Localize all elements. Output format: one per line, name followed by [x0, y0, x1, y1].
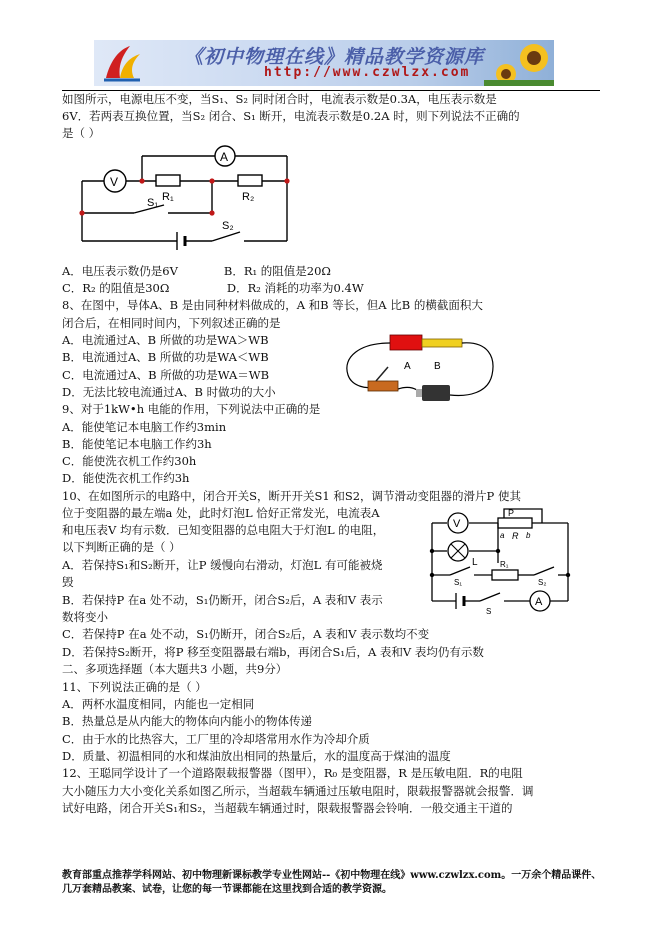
slider-label: P: [508, 508, 515, 518]
ammeter-label: A: [220, 150, 229, 164]
footer-line: 几万套精品教案、试卷，让您的每一节课都能在这里找到合适的教学资源。: [62, 884, 392, 895]
conductor-a-label: A: [404, 361, 411, 372]
footer-line: 教育部重点推荐学科网站、初中物理新课标教学专业性网站--《初中物理在线》www.czwlzx.com。一万余个精品课件、: [62, 870, 602, 881]
text-line: 二、多项选择题（本大题共3 小题，共9分）: [62, 662, 288, 676]
s1-label: S₁: [147, 197, 159, 209]
text-line: 6V．若两表互换位置，当S₂ 闭合、S₁ 断开，电流表示数是0.2A 时，则下列说法不正确的: [62, 109, 520, 123]
text-line: 9、对于1kW•h 电能的作用，下列说法中正确的是: [62, 402, 321, 416]
text-line: D．无法比较电流通过A、B 时做功的大小: [62, 385, 276, 399]
r1-label: R₁: [500, 560, 509, 569]
circuit-diagram-3: [420, 505, 580, 617]
text-line: A．能使笔记本电脑工作约3min: [62, 420, 227, 434]
banner-url[interactable]: http://www.czwlzx.com: [264, 65, 471, 80]
rheostat-end-a: a: [500, 531, 505, 540]
r1-label: R₁: [162, 191, 174, 203]
s-label: S: [486, 607, 492, 616]
header-banner: [94, 40, 554, 86]
sunflower-icon: [484, 40, 554, 86]
conductor-a: [390, 335, 422, 350]
text-line: C．R₂ 的阻值是30Ω D．R₂ 消耗的功率为0.4W: [62, 281, 364, 295]
text-line: B．热量总是从内能大的物体向内能小的物体传递: [62, 714, 312, 728]
voltmeter-label: V: [110, 175, 119, 189]
conductor-b: [422, 339, 462, 347]
text-line: C．能使洗衣机工作约30h: [62, 454, 197, 468]
text-line: 10、在如图所示的电路中，闭合开关S，断开开关S1 和S2，调节滑动变阻器的滑片P 使其: [62, 489, 521, 503]
text-line: 闭合后，在相同时间内，下列叙述正确的是: [62, 316, 281, 330]
text-line: 和电压表V 均有示数．已知变阻器的总电阻大于灯泡L 的电阻，: [62, 523, 385, 537]
text-line: 数将变小: [62, 610, 108, 624]
text-line: B．若保持P 在a 处不动，S₁仍断开，闭合S₂后，A 表和V 表示: [62, 593, 383, 607]
text-line: 11、下列说法正确的是（ ）: [62, 680, 207, 694]
text-line: C．由于水的比热容大，工厂里的冷却塔常用水作为冷却介质: [62, 732, 370, 746]
text-line: 如图所示，电源电压不变，当S₁、S₂ 同时闭合时，电流表示数是0.3A，电压表示数是: [62, 92, 497, 106]
battery-icon: [422, 385, 450, 401]
text-line: 试好电路，闭合开关S₁和S₂，当超载车辆通过时，限载报警器会铃响．一般交通主干道的: [62, 801, 513, 815]
switch-icon: [368, 381, 398, 391]
text-line: C．若保持P 在a 处不动，S₁仍断开，闭合S₂后，A 表和V 表示数均不变: [62, 627, 430, 641]
text-line: A．若保持S₁和S₂断开，让P 缓慢向右滑动，灯泡L 有可能被烧: [62, 558, 383, 572]
text-line: C．电流通过A、B 所做的功是WA＝WB: [62, 368, 270, 382]
text-line: 毁: [62, 575, 74, 589]
circuit-diagram-1: [72, 140, 302, 258]
s2-label: S₂: [538, 578, 547, 587]
rheostat-label: R: [512, 531, 519, 541]
text-line: 以下判断正确的是（ ）: [62, 540, 181, 554]
text-line: D．能使洗衣机工作约3h: [62, 471, 190, 485]
text-line: 8、在图中，导体A、B 是由同种材料做成的，A 和B 等长，但A 比B 的横截面积大: [62, 298, 483, 312]
conductor-b-label: B: [434, 361, 441, 372]
circuit-diagram-2: [340, 327, 500, 413]
text-line: 大小随压力大小变化关系如图乙所示，当超载车辆通过压敏电阻时，限载报警器就会报警．调: [62, 784, 534, 798]
text-line: 12、王聪同学设计了一个道路限载报警器（图甲），R₀ 是变阻器，R 是压敏电阻．R的电阻: [62, 766, 523, 780]
text-line: D．若保持S₂断开，将P 移至变阻器最右端b，再闭合S₁后，A 表和V 表均仍有示数: [62, 645, 484, 659]
text-line: A．两杯水温度相同，内能也一定相同: [62, 697, 255, 711]
s2-label: S₂: [222, 220, 234, 232]
text-line: 是（ ）: [62, 126, 101, 140]
ammeter-label: A: [535, 596, 543, 608]
header-rule: [62, 90, 600, 91]
voltmeter-label: V: [453, 518, 461, 530]
text-line: A．电压表示数仍是6V B．R₁ 的阻值是20Ω: [62, 264, 331, 278]
banner-title: 《初中物理在线》精品教学资源库: [184, 46, 485, 68]
r2-label: R₂: [242, 191, 255, 203]
lamp-label: L: [472, 557, 478, 568]
site-logo-icon: [100, 42, 144, 84]
text-line: B．电流通过A、B 所做的功是WA＜WB: [62, 350, 269, 364]
s1-label: S₁: [454, 578, 463, 587]
text-line: B．能使笔记本电脑工作约3h: [62, 437, 212, 451]
text-line: 位于变阻器的最左端a 处，此时灯泡L 恰好正常发光，电流表A: [62, 506, 380, 520]
text-line: D．质量、初温相同的水和煤油放出相同的热量后，水的温度高于煤油的温度: [62, 749, 451, 763]
rheostat-end-b: b: [526, 531, 531, 540]
text-line: A．电流通过A、B 所做的功是WA＞WB: [62, 333, 269, 347]
